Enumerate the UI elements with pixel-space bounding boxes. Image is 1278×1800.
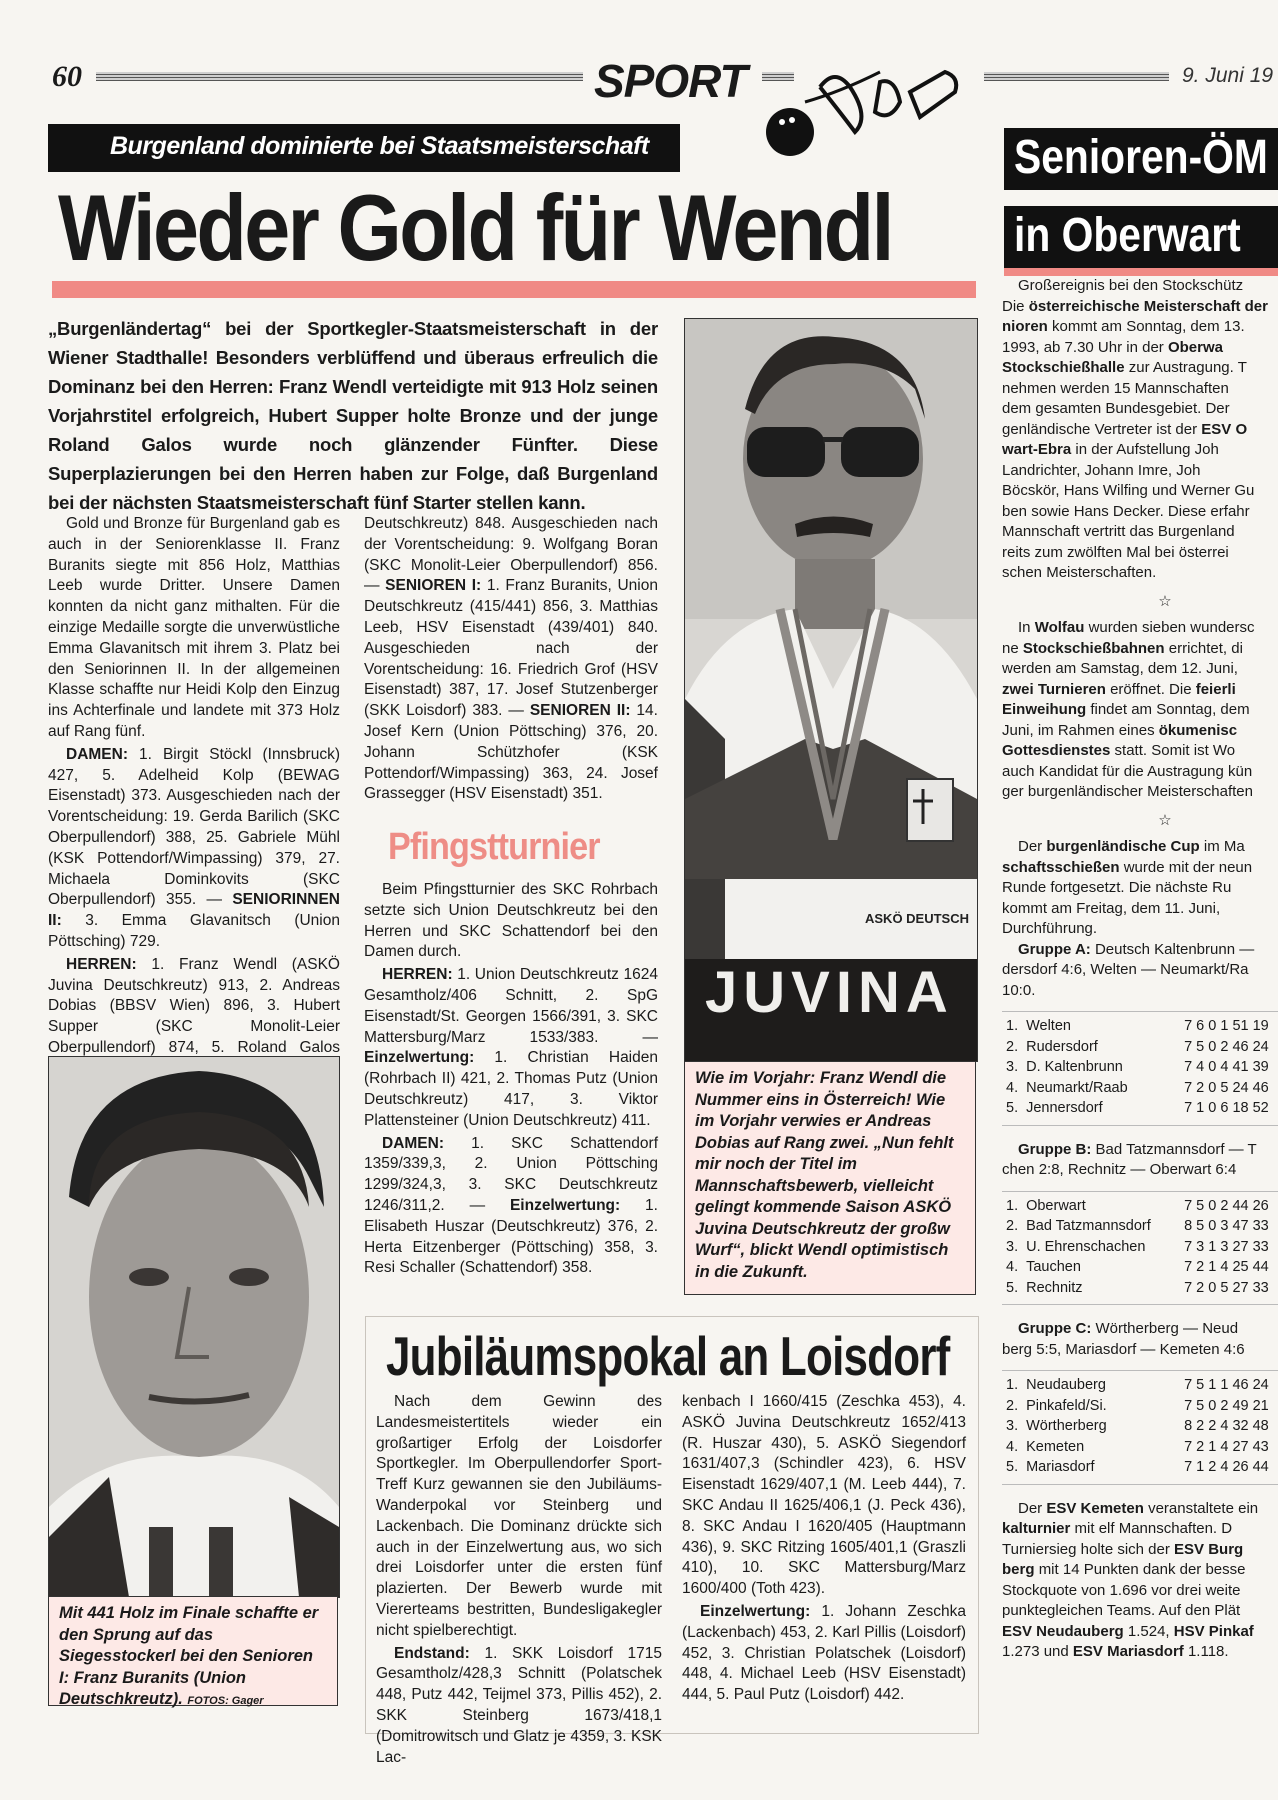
p2-line-f (1002, 721, 1278, 742)
buranits-portrait-image (49, 1057, 339, 1597)
headline-underline (52, 281, 976, 298)
team: U. Ehrenschachen (1026, 1238, 1146, 1255)
stats: 7 2 0 5 27 33 (1184, 1279, 1269, 1296)
jubi-endstand (376, 1644, 662, 1769)
p1-h-bold: ESV O (1201, 420, 1248, 438)
stats: 7 5 1 1 46 24 (1184, 1377, 1269, 1393)
senioren-title-line2: in Oberwart (1014, 209, 1241, 262)
p2-line-c: werden am Samstag, dem 12. Juni, (1002, 660, 1238, 677)
table-row (1002, 1416, 1273, 1437)
team: Rechnitz (1026, 1279, 1083, 1296)
shirt-text: ASKÖ DEUTSCH (865, 911, 970, 926)
p1-d-bold: Oberwa (1167, 338, 1223, 356)
p4-h-bold: ESV Mariasdorf (1072, 1643, 1184, 1660)
p2-b2-text: errichtet, di (1168, 639, 1243, 657)
p1-i-bold: wart-Ebra (1002, 441, 1072, 458)
rank: 4. (1006, 1438, 1019, 1455)
rank: 4. (1006, 1259, 1019, 1275)
pfingst-damen-text: 1. SKC Schattendorf 1359/339,3, 2. Union Pöttsching 1299/324,3, 3. SKC Deutschkreutz 1246/311,2. — (364, 1134, 658, 1214)
p1-line-i (1002, 440, 1278, 461)
rank: 2. (1006, 1218, 1019, 1234)
p1-line-f: nehmen werden 15 Mannschaften (1002, 379, 1229, 397)
issue-date: 9. Juni 19 (1182, 64, 1274, 87)
pfingst-einzel2-label: Einzelwertung: (509, 1196, 621, 1214)
gruppe-b-text1: Bad Tatzmannsdorf — T (1095, 1140, 1257, 1158)
photo-franz-wendl (684, 318, 978, 1062)
stats: 7 5 0 2 44 26 (1184, 1197, 1269, 1214)
p1-b-text: Die (1002, 297, 1025, 315)
endstand-label: Endstand: (394, 1644, 470, 1662)
p4-line-d (1002, 1560, 1278, 1581)
jubi-col2-p: kenbach I 1660/415 (Zeschka 453), 4. ASKÖ Juvina Deutschkreutz 1652/413 (R. Huszar 430), 5. ASKÖ Siegendorf 1631/407,3 (Schindler 423), 6. HSV Eisenstadt 1629/407,1 (M. Leeb 444), 7. SKC Andau II 1625/406,1 (J. Peck 436), 8. SKC Andau I 1620/405 (Hauptmann 436), 9. SKC Ritzing 1605/401,1 (Graszli 410), 10. SKC Mattersburg/Marz 1600/400 (Toth 423). (682, 1393, 966, 1598)
herren-label: HERREN: (66, 955, 137, 973)
p2-line-i: ger burgenländischer Meisterschaften (1002, 783, 1253, 800)
rank: 4. (1006, 1079, 1019, 1096)
p3-line-e: Durchführung. (1002, 920, 1098, 937)
jubi-col1 (376, 1392, 662, 1770)
p2-b-bold: Stockschießbahnen (1022, 639, 1165, 657)
p4-g-bold2: HSV Pinkaf (1173, 1622, 1254, 1640)
team: Neudauberg (1026, 1377, 1106, 1393)
gruppe-c-text1: Wörtherberg — Neud (1095, 1320, 1239, 1337)
pfingst-damen (364, 1134, 658, 1280)
p2-a-bold: Wolfau (1034, 619, 1085, 636)
wendl-caption: Wie im Vorjahr: Franz Wendl die Nummer eins in Österreich! Wie im Vorjahr verwies er Andreas Dobias auf Rang zwei. „Nun fehlt mir noch der Titel im Mannschaftsbewerb, vielleicht gelingt kommende Saison ASKÖ Juvina Deutschkreutz der großw Wurf“, blickt Wendl optimistisch in die Zukunft. (684, 1061, 976, 1295)
table-b-rule-bottom (1002, 1304, 1278, 1305)
damen-text: 1. Birgit Stöckl (Innsbruck) 427, 5. Adelheid Kolp (BEWAG Eisenstadt) 373. Ausgeschieden nach der Vorentscheidung: 19. Gerda Barilich (SKC Oberpullendorf) 388, 25. Gabriele Mühl (KSK Pottendorf/Wimpassing) 379, 27. Michaela Dominkovits (SKC Oberpullendorf) 355. — (48, 745, 340, 909)
p1-line-a: Großereignis bei den Stockschütz (1018, 277, 1244, 294)
table-row (1002, 1375, 1273, 1396)
shirt-big-text: JUVINA (705, 960, 954, 1025)
table-row (1002, 1257, 1273, 1278)
gruppe-b-label: Gruppe B: (1018, 1140, 1092, 1158)
pfingst-herren (364, 965, 658, 1131)
p1-c-bold: nioren (1002, 318, 1048, 335)
pfingst-einzel-text: 1. Christian Haiden (Rohrbach II) 421, 2. Thomas Putz (Union Deutschkreutz) 417, 3. Viktor Plattensteiner (Union Deutschkreutz) 411. (364, 1049, 658, 1129)
stats: 7 1 0 6 18 52 (1184, 1100, 1269, 1116)
endstand-text: 1. SKK Loisdorf 1715 Gesamtholz/428,3 Schnitt (Polatschek 448, Putz 442, Teijmel 373, Pillis 452), 2. SKK Steinberg 1673/418,1 (Domitrowitsch und Glatz je 4359, 3. KSK Lac- (376, 1644, 662, 1766)
jubi-col1-p: Nach dem Gewinn des Landesmeistertitels wieder ein großartiger Erfolg der Loisdorfer Sportkegler. Im Oberpullendorfer Sport-Treff Kurz gewannen sie den Jubiläums-Wanderpokal vor Steinberg und Lackenbach. Die Dominanz drückte sich auch in der Einzelwertung aus, wo sich drei Loisdorfer unter die ersten fünf plazierten. Der Bewerb wurde mit Viererteams bestritten, Bundesligakegler nicht spielberechtigt. (376, 1393, 662, 1639)
kicker-text: Burgenland dominierte bei Staatsmeisterschaft (110, 132, 649, 160)
jubi-title: Jubiläumspokal an Loisdorf (386, 1325, 950, 1387)
stats: 7 3 1 3 27 33 (1184, 1238, 1269, 1255)
gruppe-a-line2: dersdorf 4:6, Welten — Neumarkt/Ra (1002, 961, 1249, 978)
p3-a2-text: im Ma (1203, 838, 1245, 855)
rank: 1. (1006, 1018, 1019, 1034)
p1-line-l: ben sowie Hans Decker. Diese erfahr (1002, 502, 1250, 520)
team: Jennersdorf (1026, 1100, 1103, 1116)
team: Rudersdorf (1026, 1038, 1098, 1055)
p1-line-e (1002, 358, 1278, 379)
p2-b-text: ne (1002, 639, 1019, 657)
senioren-underline (1004, 268, 1278, 276)
p2-f-bold: ökumenisc (1158, 721, 1238, 739)
gruppe-c-line1 (1002, 1319, 1278, 1340)
header-rule-right (984, 72, 1169, 81)
p4-h-text: 1.273 und (1002, 1643, 1069, 1660)
gruppe-c-line2: berg 5:5, Mariasdorf — Kemeten 4:6 (1002, 1340, 1245, 1358)
table-a-rule-bottom (1002, 1125, 1278, 1126)
stats: 7 1 2 4 26 44 (1184, 1459, 1269, 1475)
table-row (1002, 1098, 1273, 1119)
p1-d-text: 1993, ab 7.30 Uhr in der (1002, 338, 1164, 356)
p2-g-text: statt. Somit ist Wo (1114, 742, 1236, 759)
p1-h-text: genländische Vertreter ist der (1002, 420, 1198, 438)
p3-a-bold: burgenländische Cup (1046, 838, 1200, 855)
photo-franz-buranits (48, 1056, 340, 1598)
p4-a-bold: ESV Kemeten (1046, 1499, 1144, 1517)
table-b-rule (1002, 1191, 1278, 1192)
senioren-title-line1: Senioren-ÖM (1014, 131, 1268, 184)
rank: 1. (1006, 1377, 1019, 1393)
jubi-einzel-label: Einzelwertung: (700, 1602, 811, 1620)
senioren-body (1002, 276, 1278, 1786)
stats: 7 2 1 4 27 43 (1184, 1438, 1269, 1455)
senioren1-label: SENIOREN I: (385, 577, 482, 595)
rank: 3. (1006, 1418, 1019, 1434)
wendl-portrait-image (685, 319, 977, 1061)
pfingst-intro: Beim Pfingstturnier des SKC Rohrbach setzte sich Union Deutschkreutz bei den Herren und SKC Schattendorf bei den Damen durch. (364, 881, 658, 961)
stats: 7 2 1 4 25 44 (1184, 1259, 1269, 1275)
damen-label: DAMEN: (66, 745, 128, 763)
team: Welten (1026, 1018, 1071, 1034)
table-row (1002, 1037, 1273, 1058)
p1-line-b (1002, 297, 1278, 318)
main-col1 (48, 514, 340, 1082)
team: D. Kaltenbrunn (1026, 1059, 1123, 1075)
p2-g-bold: Gottesdienstes (1002, 742, 1111, 759)
team: Oberwart (1026, 1197, 1086, 1214)
p4-line-e: Stockquote von 1.696 vor drei weite (1002, 1581, 1241, 1599)
p3-line-a (1002, 837, 1278, 858)
damen-results (48, 745, 340, 953)
gruppe-a-line3: 10:0. (1002, 981, 1036, 999)
p4-line-c (1002, 1540, 1278, 1561)
rank: 3. (1006, 1238, 1019, 1255)
p3-a-text: Der (1018, 838, 1043, 855)
p2-e-text: findet am Sonntag, dem (1090, 701, 1250, 718)
stats: 8 5 0 3 47 33 (1184, 1218, 1269, 1234)
rank: 5. (1006, 1100, 1019, 1116)
p4-line-f: punktegleichen Teams. Auf den Plät (1002, 1602, 1241, 1619)
p3-b-text: wurde mit der neun (1123, 858, 1253, 876)
table-c-rule-bottom (1002, 1484, 1278, 1485)
p4-d-bold: berg (1002, 1561, 1035, 1578)
p2-f-text: Juni, im Rahmen eines (1002, 721, 1155, 739)
headline: Wieder Gold für Wendl (58, 175, 892, 280)
p2-line-g (1002, 741, 1278, 762)
gruppe-b-line2: chen 2:8, Rechnitz — Oberwart 6:4 (1002, 1161, 1237, 1178)
p4-h2-text: 1.118. (1187, 1643, 1229, 1660)
table-row (1002, 1437, 1273, 1458)
p4-g-bold: ESV Neudauberg (1002, 1622, 1124, 1640)
p4-line-b (1002, 1519, 1278, 1540)
rank: 2. (1006, 1397, 1019, 1414)
jubi-einzel (682, 1602, 966, 1706)
p1-line-d (1002, 338, 1278, 359)
p1-line-h (1002, 420, 1278, 441)
table-row (1002, 1016, 1273, 1037)
bowling-logo-icon (760, 62, 980, 162)
table-gruppe-c (1002, 1375, 1273, 1478)
p4-line-g (1002, 1622, 1278, 1643)
pfingst-body (364, 880, 658, 1281)
p3-line-d: kommt am Freitag, dem 11. Juni, (1002, 899, 1221, 917)
p2-d-bold: zwei Turnieren (1002, 680, 1106, 698)
p1-line-j: Landrichter, Johann Imre, Joh (1002, 461, 1201, 479)
team: Wörtherberg (1026, 1418, 1107, 1434)
p2-a-text: In (1018, 619, 1031, 636)
page-number: 60 (52, 60, 82, 93)
p2-line-e (1002, 700, 1278, 721)
p1-line-o: schen Meisterschaften. (1002, 564, 1157, 581)
p1-line-k: Böcskör, Hans Wilfing und Werner Gu (1002, 482, 1255, 499)
table-a-rule (1002, 1011, 1278, 1012)
seniorinnen-text: 3. Emma Glavanitsch (Union Pöttsching) 729. (48, 912, 340, 950)
stats: 7 4 0 4 41 39 (1184, 1059, 1269, 1075)
p4-c-text: Turniersieg holte sich der (1002, 1540, 1170, 1558)
p1-i-text: in der Aufstellung Joh (1075, 441, 1219, 458)
gruppe-a-line1 (1002, 940, 1278, 961)
table-row (1002, 1457, 1273, 1478)
buranits-caption-text: Mit 441 Holz im Finale schaffte er den Sprung auf das Siegesstockerl bei den Senioren I: Franz Buranits (Union Deutschkreutz). (59, 1604, 319, 1708)
section-title: SPORT (594, 55, 747, 107)
gruppe-c-label: Gruppe C: (1018, 1320, 1092, 1337)
p1-e-text: zur Austragung. T (1128, 359, 1247, 376)
p2-d-text: eröffnet. Die (1110, 680, 1192, 698)
senioren2-text: 14. Josef Kern (Union Pöttsching) 376, 20. Johann Schützhofer (KSK Pottendorf/Wimpassing) 363, 24. Josef Grassegger (HSV Eisenstadt) 351. (364, 702, 658, 803)
stats: 7 5 0 2 49 21 (1184, 1397, 1269, 1414)
main-col1-p1: Gold und Bronze für Burgenland gab es auch in der Seniorenklasse II. Franz Buranits siegte mit 856 Holz, Matthias Leeb wurde Dritter. Unsere Damen konnten da nicht ganz mithalten. Für die einzige Medaille sorgte die unverwüstliche Emma Glavanitsch mit ihrem 3. Platz bei den Seniorinnen II. In der allgemeinen Klasse schaffte nur Heidi Kolp den Einzug ins Achterfinale und landete mit 373 Holz auf Rang fünf. (48, 515, 340, 740)
pfingst-einzel-label: Einzelwertung: (364, 1049, 475, 1067)
star-divider-2: ☆ (1158, 811, 1172, 829)
pfingst-herren-label: HERREN: (382, 966, 453, 984)
p2-d-bold2: feierli (1195, 680, 1236, 698)
p2-line-d (1002, 680, 1278, 701)
p4-c-bold: ESV Burg (1174, 1540, 1244, 1558)
buranits-caption (48, 1596, 338, 1706)
p2-line-b (1002, 639, 1278, 660)
rank: 3. (1006, 1059, 1019, 1075)
table-c-rule (1002, 1370, 1278, 1371)
team: Neumarkt/Raab (1026, 1079, 1128, 1096)
stats: 7 5 0 2 46 24 (1184, 1038, 1269, 1055)
herren-text: 1. Franz Wendl (ASKÖ Juvina Deutschkreutz) 913, 2. Andreas Dobias (BBSV Wien) 896, 3. Hubert Supper (SKC Monolit-Leier Oberpullendorf) 874, 5. Roland Galos (48, 955, 340, 1056)
p4-a2-text: veranstaltete ein (1148, 1499, 1259, 1517)
table-row (1002, 1216, 1273, 1237)
table-gruppe-a (1002, 1016, 1273, 1119)
rank: 5. (1006, 1279, 1019, 1296)
rank: 5. (1006, 1459, 1019, 1475)
p1-line-m: Mannschaft vertritt das Burgenland (1002, 523, 1235, 540)
stats: 7 2 0 5 24 46 (1184, 1079, 1269, 1096)
p1-line-g: dem gesamten Bundesgebiet. Der (1002, 400, 1230, 417)
p3-b-bold: schaftsschießen (1002, 858, 1120, 876)
table-row (1002, 1196, 1273, 1217)
senioren2-label: SENIOREN II: (529, 702, 631, 720)
p1-e-bold: Stockschießhalle (1002, 359, 1125, 376)
p4-d-text: mit 14 Punkten dank der besse (1038, 1561, 1246, 1578)
p2-line-a (1002, 618, 1278, 639)
p4-b-bold: kalturnier (1002, 1520, 1071, 1537)
table-row (1002, 1078, 1273, 1099)
team: Bad Tatzmannsdorf (1026, 1218, 1151, 1234)
p4-b-text: mit elf Mannschaften. D (1074, 1520, 1233, 1537)
p3-line-c: Runde fortgesetzt. Die nächste Ru (1002, 879, 1232, 896)
team: Mariasdorf (1026, 1459, 1095, 1475)
table-row (1002, 1057, 1273, 1078)
pfingst-einzel2-text: 1. Elisabeth Huszar (Deutschkreutz) 376, 2. Herta Eitzenberger (Pöttsching) 358, 3. Resi Schaller (Schattendorf) 358. (364, 1196, 658, 1277)
seniorinnen-label: SENIORINNEN II: (48, 891, 340, 930)
main-col2-text: Deutschkreutz) 848. Ausgeschieden nach der Vorentscheidung: 9. Wolfgang Boran (SKC Monolit-Leier Oberpullendorf) 856. — (364, 515, 658, 595)
table-row (1002, 1396, 1273, 1417)
pfingst-damen-label: DAMEN: (382, 1134, 444, 1152)
gruppe-a-label: Gruppe A: (1018, 940, 1091, 958)
pfingst-title: Pfingstturnier (388, 826, 600, 868)
photo-credit: FOTOS: Gager (187, 1695, 264, 1707)
rank: 1. (1006, 1197, 1019, 1214)
jubi-einzel-text: 1. Johann Zeschka (Lackenbach) 453, 2. Karl Pillis (Loisdorf) 452, 3. Christian Polatschek (Loisdorf) 448, 4. Michael Leeb (HSV Eisenstadt) 444, 5. Paul Putz (Loisdorf) 442. (682, 1602, 966, 1704)
table-row (1002, 1278, 1273, 1299)
p1-line-n: reits zum zwölften Mal bei österrei (1002, 543, 1229, 561)
p2-line-h: auch Kandidat für die Austragung kün (1002, 762, 1253, 780)
pfingst-herren-text: 1. Union Deutschkreutz 1624 Gesamtholz/406 Schnitt, 2. SpG Eisenstadt/St. Georgen 1566/391, 3. SKC Mattersburg/Marz 1533/383. — (364, 966, 658, 1046)
p4-a-text: Der (1018, 1499, 1043, 1517)
stats: 7 6 0 1 51 19 (1184, 1018, 1269, 1034)
lead-paragraph: „Burgenländertag“ bei der Sportkegler-Staatsmeisterschaft in der Wiener Stadthalle! Besonders verblüffend und überaus erfreulich die Dominanz bei den Herren: Franz Wendl verteidigte mit 913 Holz seinen Vorjahrstitel erfolgreich, Hubert Supper holte Bronze und der junge Roland Galos wurde noch glänzender Fünfter. Diese Superplazierungen bei den Herren haben zur Folge, daß Burgenland bei der nächsten Staatsmeisterschaft fünf Starter stellen kann. (48, 318, 658, 513)
jubi-col2 (682, 1392, 966, 1708)
p2-e-bold: Einweihung (1002, 701, 1087, 718)
header-rule-left (96, 72, 583, 81)
stats: 8 2 2 4 32 48 (1184, 1418, 1269, 1434)
main-col2 (364, 514, 658, 807)
p4-g-text: 1.524, (1127, 1622, 1170, 1640)
rank: 2. (1006, 1038, 1019, 1055)
p4-line-a (1002, 1499, 1278, 1520)
table-gruppe-b (1002, 1196, 1273, 1299)
p3-line-b (1002, 858, 1278, 879)
star-divider-1: ☆ (1158, 592, 1172, 610)
senioren1-text: 1. Franz Buranits, Union Deutschkreutz (415/441) 856, 3. Matthias Leeb, HSV Eisenstadt (439/401) 840. Ausgeschieden nach der Vorentscheidung: 16. Friedrich Grof (HSV Eisenstadt) 387, 17. Josef Stutzenberger (SKK Loisdorf) 383. — (364, 577, 658, 720)
main-col2-p1 (364, 514, 658, 805)
p1-line-c (1002, 317, 1278, 338)
p2-a2-text: wurden sieben wundersc (1088, 619, 1255, 636)
p4-line-h (1002, 1642, 1278, 1663)
p1-c-text: kommt am Sonntag, dem 13. (1052, 318, 1245, 335)
gruppe-b-line1 (1002, 1140, 1278, 1161)
team: Tauchen (1026, 1259, 1081, 1275)
table-row (1002, 1237, 1273, 1258)
gruppe-a-text1: Deutsch Kaltenbrunn — (1094, 940, 1255, 958)
team: Pinkafeld/Si. (1026, 1397, 1107, 1414)
p1-b-bold: österreichische Meisterschaft der (1028, 297, 1268, 315)
team: Kemeten (1026, 1438, 1085, 1455)
